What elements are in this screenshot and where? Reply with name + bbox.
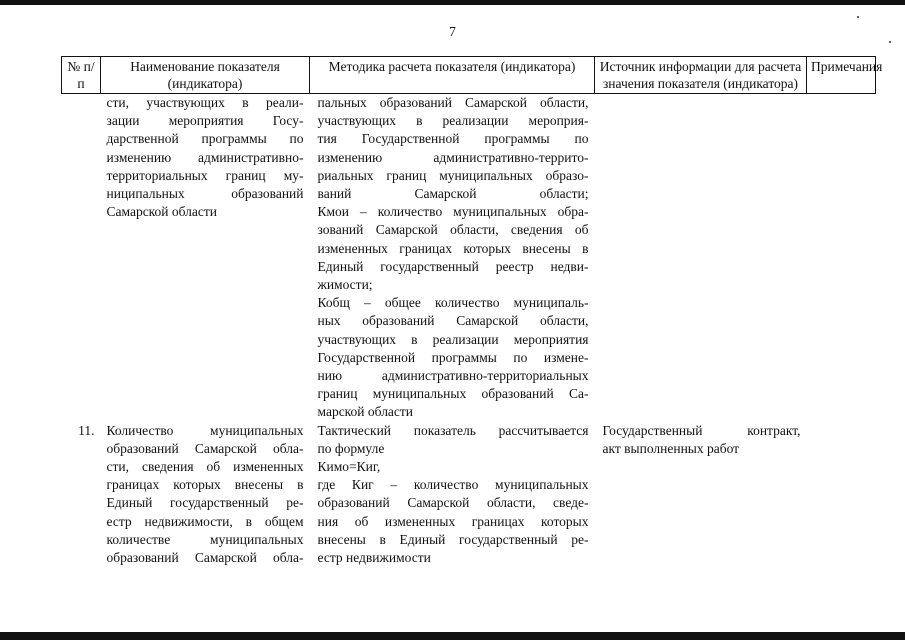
text-line: естр недвижимости, в общем [106, 513, 304, 529]
calculation-method-cell [310, 94, 595, 422]
text-line: марской области [317, 404, 414, 420]
text-line: образований Самарской обла- [106, 550, 304, 566]
text-line: Единый государственный ре- [106, 495, 304, 511]
text-line: Кмои – количество муниципальных обра- [317, 204, 589, 220]
text-line: границ муниципальных образований Са- [317, 386, 589, 402]
table-row-continued [62, 94, 876, 422]
indicator-name-cell [101, 422, 310, 568]
text-line: сти, сведения об измененных [106, 459, 304, 475]
text-line: ния об измененных границах которых [317, 513, 589, 529]
text-line: ваний Самарской области; [317, 186, 589, 202]
text-line: Количество муниципальных [106, 422, 304, 438]
header-source: Источник информации для расчета значения показателя (индикатора) [595, 57, 807, 94]
indicator-name-cell [101, 94, 310, 422]
table-header [62, 57, 883, 94]
text-line: участвующих в реализации мероприятия [317, 331, 589, 347]
text-line: изменению административно-террито- [317, 149, 589, 165]
text-line: Единый государственный реестр недви- [317, 258, 589, 274]
text-line: естр недвижимости [317, 550, 431, 566]
table-row-11 [62, 422, 876, 568]
header-note: Примечания [807, 57, 876, 94]
text-line: зований Самарской области, сведения об [317, 222, 589, 238]
text-line: где Киг – количество муниципальных [317, 477, 589, 493]
text-line: по формуле [317, 440, 385, 456]
header-name: Наименование показателя (индикатора) [101, 57, 310, 94]
text-line: сти, участвующих в реали- [106, 95, 304, 110]
text-line: территориальных границ му- [106, 167, 304, 183]
page-number: 7 [449, 24, 456, 39]
note-cell [807, 94, 876, 422]
scan-speck [857, 16, 859, 18]
note-cell [807, 422, 876, 568]
lines-container [107, 94, 304, 221]
indicators-table [61, 56, 883, 567]
information-source-cell [595, 94, 807, 422]
information-source-cell [595, 422, 807, 568]
lines-container [318, 94, 589, 422]
text-line: Кимо=Киг, [317, 459, 381, 475]
scan-top-border [0, 0, 905, 5]
scan-bottom-border [0, 632, 905, 640]
row-number [62, 94, 101, 422]
text-line: ниципальных образований [106, 186, 304, 202]
scan-speck [889, 41, 891, 43]
calculation-method-cell [310, 422, 595, 568]
text-line: изменению административно- [106, 149, 304, 165]
text-line: нию административно-территориальных [317, 368, 589, 384]
header-num: № п/п [62, 57, 101, 94]
row-number: 11. [78, 422, 95, 438]
text-line: зации мероприятия Госу- [106, 113, 304, 129]
text-line: акт выполненных работ [602, 440, 740, 456]
text-line: образований Самарской области, сведе- [317, 495, 589, 511]
text-line: Государственный контракт, [602, 422, 801, 438]
text-line: количестве муниципальных [106, 531, 304, 547]
text-line: измененных границах которых внесены в [317, 240, 589, 256]
text-line: образований Самарской обла- [106, 440, 304, 456]
text-line: риальных границ муниципальных образо- [317, 167, 589, 183]
header-method: Методика расчета показателя (индикатора) [310, 57, 595, 94]
text-line: внесены в Единый государственный ре- [317, 531, 589, 547]
text-line: тия Государственной программы по [317, 131, 589, 147]
text-line: Кобщ – общее количество муниципаль- [317, 295, 589, 311]
text-line: Государственной программы по измене- [317, 349, 589, 365]
text-line: жимости; [317, 277, 373, 293]
text-line: пальных образований Самарской области, [317, 95, 589, 110]
text-line: участвующих в реализации мероприя- [317, 113, 589, 129]
lines-container [603, 422, 801, 458]
lines-container [318, 422, 589, 568]
text-line: Самарской области [106, 204, 218, 220]
text-line: Тактический показатель рассчитывается [317, 422, 589, 438]
text-line: дарственной программы по [106, 131, 304, 147]
text-line: границах которых внесены в [106, 477, 304, 493]
text-line: ных образований Самарской области, [317, 313, 589, 329]
lines-container [107, 422, 304, 568]
